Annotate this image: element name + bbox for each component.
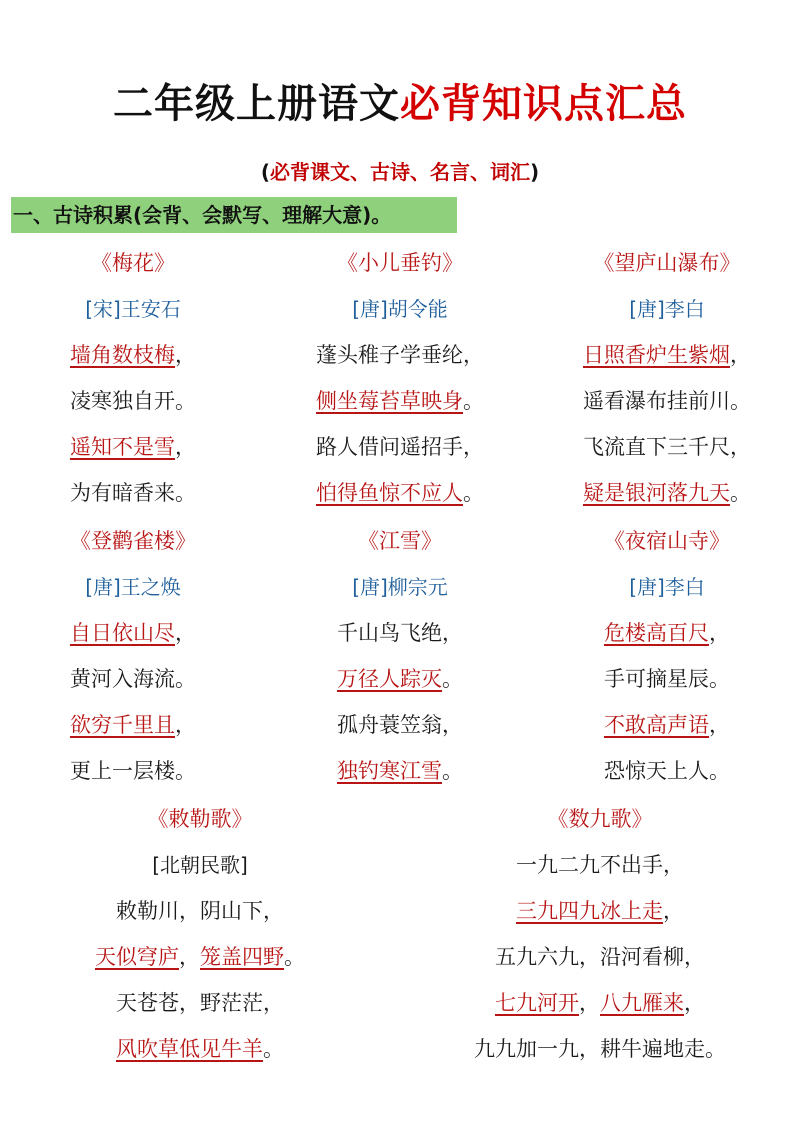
poem-line bbox=[0, 1026, 400, 1072]
poem-meihua bbox=[0, 240, 266, 516]
poem-jiangxue bbox=[267, 518, 533, 794]
highlight-text: 独钓寒江雪 bbox=[337, 759, 442, 783]
punctuation: ， bbox=[709, 713, 730, 737]
poem-line: 飞流直下三千尺， bbox=[583, 435, 751, 459]
poem-line: 遥看瀑布挂前川。 bbox=[583, 389, 751, 413]
highlight-text: 危楼高百尺 bbox=[604, 621, 709, 645]
subtitle-text: 必背课文、古诗、名言、词汇 bbox=[270, 160, 530, 184]
poem-yesu-shansi bbox=[534, 518, 800, 794]
highlight-text: 不敢高声语 bbox=[604, 713, 709, 737]
poem-line: 恐惊天上人。 bbox=[604, 759, 730, 783]
poem-dengque-lou bbox=[0, 518, 266, 794]
section-heading: 一、古诗积累(会背、会默写、理解大意)。 bbox=[11, 197, 457, 233]
highlight-text: 自日依山尽 bbox=[70, 621, 175, 645]
poem-author: [唐]李白 bbox=[629, 297, 705, 321]
punctuation: ， bbox=[175, 713, 196, 737]
highlight-text: 七九河开 bbox=[495, 991, 579, 1015]
poem-line: 凌寒独自开。 bbox=[70, 389, 196, 413]
highlight-text: 三九四九冰上走 bbox=[516, 899, 663, 923]
poem-line: 蓬头稚子学垂纶， bbox=[316, 343, 484, 367]
highlight-text: 天似穹庐 bbox=[95, 945, 179, 969]
punctuation: 。 bbox=[263, 1037, 284, 1061]
poem-author: [北朝民歌] bbox=[152, 853, 248, 877]
poem-author: [宋]王安石 bbox=[85, 297, 181, 321]
poem-line bbox=[267, 748, 533, 794]
highlight-text: 日照香炉生紫烟 bbox=[583, 343, 730, 367]
poem-line: 孤舟蓑笠翁， bbox=[337, 713, 463, 737]
poem-shujiu-ge bbox=[400, 796, 800, 1072]
punctuation: ， bbox=[175, 343, 196, 367]
punctuation: ， bbox=[179, 945, 200, 969]
poem-title: 《望庐山瀑布》 bbox=[593, 251, 741, 275]
punctuation: ， bbox=[663, 899, 684, 923]
poem-line: 更上一层楼。 bbox=[70, 759, 196, 783]
highlight-text: 欲穷千里且 bbox=[70, 713, 175, 737]
poem-author: [唐]李白 bbox=[629, 575, 705, 599]
poem-line bbox=[267, 378, 533, 424]
title-part-black: 二年级上册语文 bbox=[113, 81, 400, 127]
highlight-text: 疑是银河落九天 bbox=[583, 481, 730, 505]
poem-line: 为有暗香来。 bbox=[70, 481, 196, 505]
poem-line: 九九加一九，耕牛遍地走。 bbox=[474, 1037, 726, 1061]
highlight-text: 侧坐莓苔草映身 bbox=[316, 389, 463, 413]
highlight-text: 怕得鱼惊不应人 bbox=[316, 481, 463, 505]
poem-title: 《江雪》 bbox=[358, 529, 442, 553]
poem-line bbox=[0, 610, 266, 656]
poem-line: 千山鸟飞绝， bbox=[337, 621, 463, 645]
highlight-text: 万径人踪灭 bbox=[337, 667, 442, 691]
punctuation: 。 bbox=[442, 759, 463, 783]
poem-line bbox=[400, 888, 800, 934]
poem-xiaoer-chuidiao bbox=[267, 240, 533, 516]
punctuation: ， bbox=[175, 435, 196, 459]
punctuation: 。 bbox=[284, 945, 305, 969]
poem-line bbox=[400, 980, 800, 1026]
subtitle-open: ( bbox=[260, 160, 270, 184]
poem-line: 敕勒川，阴山下， bbox=[116, 899, 284, 923]
poem-line bbox=[534, 702, 800, 748]
highlight-text: 遥知不是雪 bbox=[70, 435, 175, 459]
poem-title: 《小儿垂钓》 bbox=[337, 251, 463, 275]
poem-line bbox=[0, 702, 266, 748]
poem-line bbox=[0, 424, 266, 470]
poem-author: [唐]胡令能 bbox=[352, 297, 448, 321]
punctuation: ， bbox=[730, 343, 751, 367]
poem-line: 手可摘星辰。 bbox=[604, 667, 730, 691]
poem-line bbox=[534, 470, 800, 516]
highlight-text: 风吹草低见牛羊 bbox=[116, 1037, 263, 1061]
poem-line bbox=[534, 610, 800, 656]
poem-line bbox=[534, 332, 800, 378]
punctuation: 。 bbox=[463, 389, 484, 413]
poem-lushan-pubu bbox=[534, 240, 800, 516]
poem-chile-ge bbox=[0, 796, 400, 1072]
poem-line: 五九六九，沿河看柳， bbox=[495, 945, 705, 969]
poem-author: [唐]王之焕 bbox=[85, 575, 181, 599]
punctuation: 。 bbox=[463, 481, 484, 505]
punctuation: 。 bbox=[442, 667, 463, 691]
punctuation: ， bbox=[684, 991, 705, 1015]
highlight-text: 墙角数枝梅 bbox=[70, 343, 175, 367]
poem-line bbox=[267, 656, 533, 702]
poem-line: 天苍苍，野茫茫， bbox=[116, 991, 284, 1015]
poem-line bbox=[0, 934, 400, 980]
poem-author: [唐]柳宗元 bbox=[352, 575, 448, 599]
punctuation: ， bbox=[709, 621, 730, 645]
highlight-text: 笼盖四野 bbox=[200, 945, 284, 969]
punctuation: ， bbox=[175, 621, 196, 645]
page-title bbox=[0, 72, 800, 129]
highlight-text: 八九雁来 bbox=[600, 991, 684, 1015]
poem-title: 《夜宿山寺》 bbox=[604, 529, 730, 553]
page-subtitle bbox=[0, 156, 800, 185]
poem-line: 黄河入海流。 bbox=[70, 667, 196, 691]
punctuation: ， bbox=[579, 991, 600, 1015]
poem-line bbox=[267, 470, 533, 516]
poem-line: 一九二九不出手， bbox=[516, 853, 684, 877]
poem-title: 《数九歌》 bbox=[547, 807, 653, 831]
poem-line: 路人借问遥招手， bbox=[316, 435, 484, 459]
title-part-red: 必背知识点汇总 bbox=[400, 81, 687, 127]
subtitle-close: ) bbox=[530, 160, 540, 184]
poem-title: 《敕勒歌》 bbox=[147, 807, 253, 831]
poem-line bbox=[0, 332, 266, 378]
poem-title: 《登鹳雀楼》 bbox=[70, 529, 196, 553]
poem-title: 《梅花》 bbox=[91, 251, 175, 275]
punctuation: 。 bbox=[730, 481, 751, 505]
